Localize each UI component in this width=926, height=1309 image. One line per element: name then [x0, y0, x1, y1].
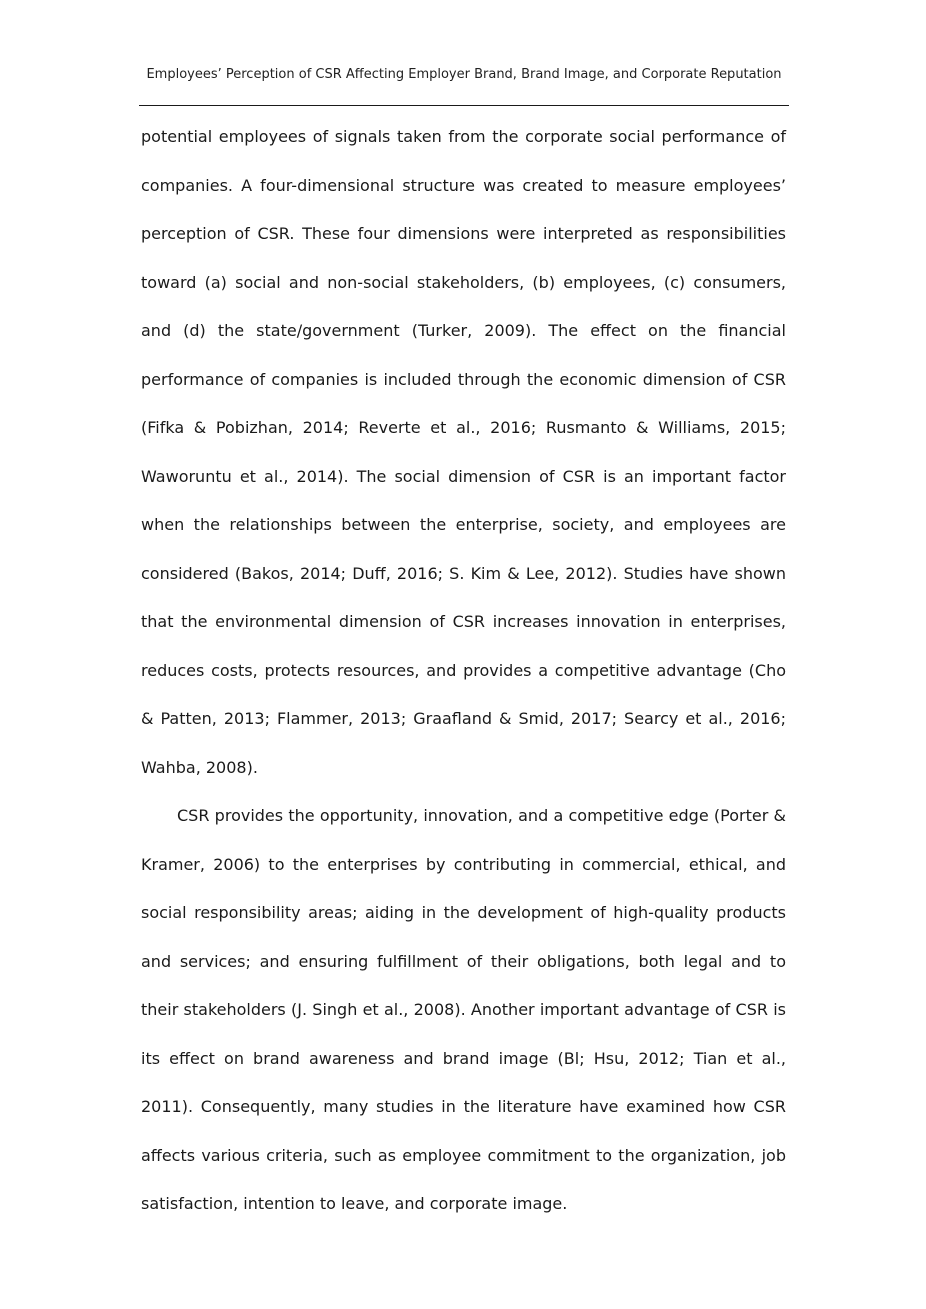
- body-text: [141, 113, 786, 1229]
- header-divider: [139, 105, 789, 106]
- paragraph-csr-advantages: CSR provides the opportunity, innovation, and a competitive edge (Porter & Kramer, 2006) to the enterprises by contributing in commercial, ethical, and social responsibility areas; aiding in the development of high-quality products and services; and ensuring fulfillment of their obligations, both legal and to their stakeholders (J. Singh et al., 2008). Another important advantage of CSR is its effect on brand awareness and brand image (Bl; Hsu, 2012; Tian et al., 2011). Consequently, many studies in the literature have examined how CSR affects various criteria, such as employee commitment to the organization, job satisfaction, intention to leave, and corporate image.: [141, 806, 786, 1213]
- running-header: Employees’ Perception of CSR Affecting Employer Brand, Brand Image, and Corporate Reputation: [146, 67, 782, 82]
- paragraph-continued: potential employees of signals taken from the corporate social performance of companies. A four-dimensional structure was created to measure employees’ perception of CSR. These four dimensions were interpreted as responsibilities toward (a) social and non-social stakeholders, (b) employees, (c) consumers, and (d) the state/government (Turker, 2009). The effect on the financial performance of companies is included through the economic dimension of CSR (Fifka & Pobizhan, 2014; Reverte et al., 2016; Rusmanto & Williams, 2015; Waworuntu et al., 2014). The social dimension of CSR is an important factor when the relationships between the enterprise, society, and employees are considered (Bakos, 2014; Duff, 2016; S. Kim & Lee, 2012). Studies have shown that the environmental dimension of CSR increases innovation in enterprises, reduces costs, protects resources, and provides a competitive advantage (Cho & Patten, 2013; Flammer, 2013; Graafland & Smid, 2017; Searcy et al., 2016; Wahba, 2008).: [141, 127, 786, 777]
